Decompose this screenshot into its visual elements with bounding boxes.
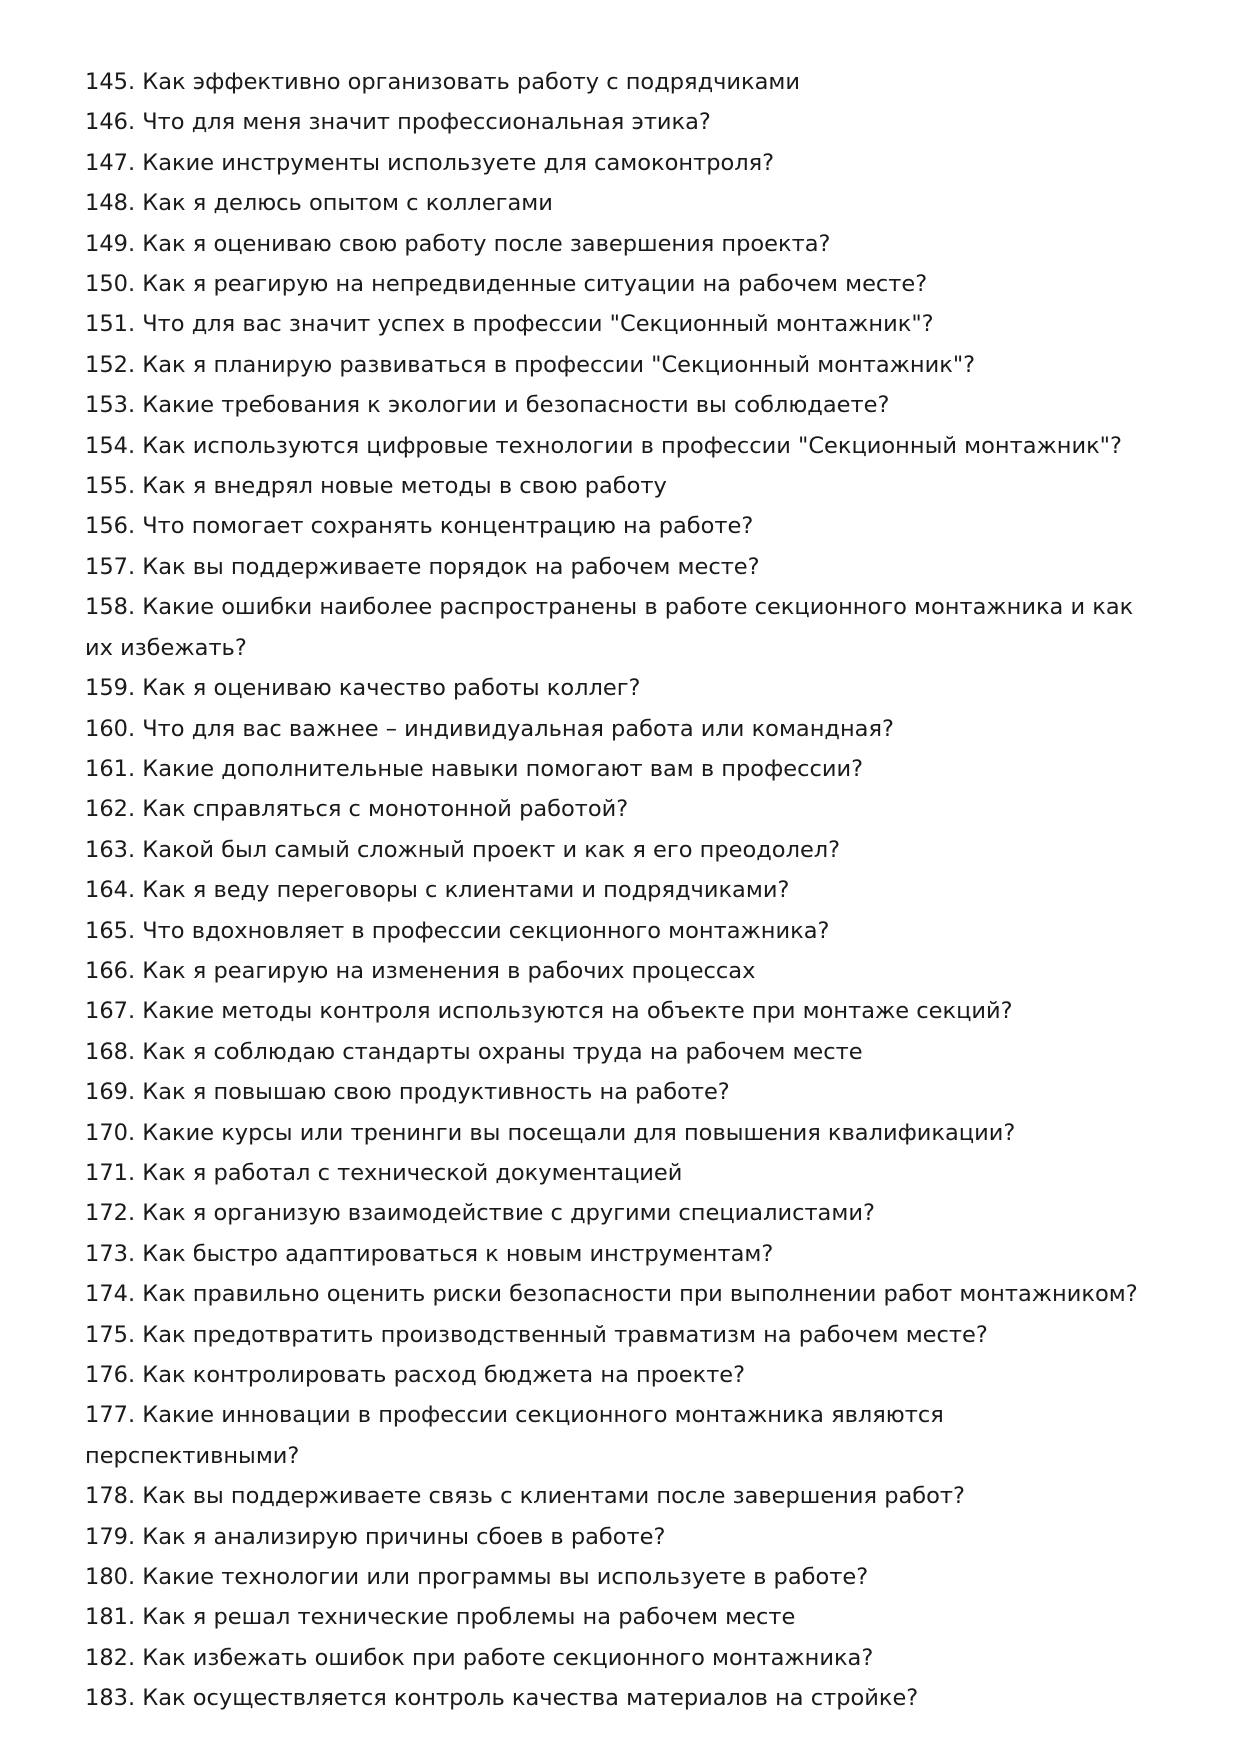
list-item: 147. Какие инструменты используете для самоконтроля?	[85, 149, 775, 176]
list-item: 166. Как я реагирую на изменения в рабочих процессах	[85, 957, 756, 984]
list-item: 172. Как я организую взаимодействие с другими специалистами?	[85, 1200, 875, 1227]
list-item: 164. Как я веду переговоры с клиентами и подрядчиками?	[85, 877, 790, 904]
list-item: 160. Что для вас важнее – индивидуальная работа или командная?	[85, 715, 894, 742]
list-item: 171. Как я работал с технической документацией	[85, 1159, 683, 1186]
list-item: 169. Как я повышаю свою продуктивность на работе?	[85, 1079, 730, 1106]
list-item: 155. Как я внедрял новые методы в свою работу	[85, 473, 667, 500]
list-item: 168. Как я соблюдаю стандарты охраны труда на рабочем месте	[85, 1038, 863, 1065]
list-item: 156. Что помогает сохранять концентрацию на работе?	[85, 513, 754, 540]
list-item: 163. Какой был самый сложный проект и как я его преодолел?	[85, 836, 841, 863]
list-item: 170. Какие курсы или тренинги вы посещали для повышения квалификации?	[85, 1119, 1016, 1146]
list-item: 162. Как справляться с монотонной работой?	[85, 796, 629, 823]
list-item: 173. Как быстро адаптироваться к новым инструментам?	[85, 1240, 774, 1267]
list-item: 181. Как я решал технические проблемы на рабочем месте	[85, 1604, 796, 1631]
list-item: 179. Как я анализирую причины сбоев в работе?	[85, 1523, 666, 1550]
list-item: 178. Как вы поддерживаете связь с клиентами после завершения работ?	[85, 1483, 965, 1510]
list-item: 159. Как я оцениваю качество работы коллег?	[85, 675, 641, 702]
list-item: 180. Какие технологии или программы вы используете в работе?	[85, 1564, 869, 1591]
list-item: 146. Что для меня значит профессиональная этика?	[85, 109, 711, 136]
list-item: 149. Как я оцениваю свою работу после завершения проекта?	[85, 230, 831, 257]
list-item: 167. Какие методы контроля используются на объекте при монтаже секций?	[85, 998, 1013, 1025]
list-item: 165. Что вдохновляет в профессии секционного монтажника?	[85, 917, 830, 944]
list-item: 177. Какие инновации в профессии секционного монтажника являются перспективными?	[85, 1402, 944, 1469]
list-item: 158. Какие ошибки наиболее распространены в работе секционного монтажника и как их избежать?	[85, 594, 1134, 661]
list-item: 176. Как контролировать расход бюджета на проекте?	[85, 1362, 746, 1388]
list-item: 152. Как я планирую развиваться в профессии "Секционный монтажник"?	[85, 351, 976, 378]
list-item: 148. Как я делюсь опытом с коллегами	[85, 190, 553, 217]
list-item: 154. Как используются цифровые технологии в профессии "Секционный монтажник"?	[85, 432, 1122, 459]
list-item: 161. Какие дополнительные навыки помогают вам в профессии?	[85, 755, 864, 782]
list-item: 145. Как эффективно организовать работу с подрядчиками	[85, 69, 801, 95]
list-item: 183. Как осуществляется контроль качества материалов на стройке?	[85, 1685, 919, 1712]
list-item: 153. Какие требования к экологии и безопасности вы соблюдаете?	[85, 392, 890, 419]
list-item: 182. Как избежать ошибок при работе секционного монтажника?	[85, 1644, 874, 1671]
list-item: 150. Как я реагирую на непредвиденные ситуации на рабочем месте?	[85, 271, 928, 298]
list-item: 157. Как вы поддерживаете порядок на рабочем месте?	[85, 553, 760, 580]
list-item: 174. Как правильно оценить риски безопасности при выполнении работ монтажником?	[85, 1281, 1138, 1308]
list-item: 175. Как предотвратить производственный травматизм на рабочем месте?	[85, 1321, 988, 1348]
question-list	[85, 62, 1165, 1719]
list-item: 151. Что для вас значит успех в профессии "Секционный монтажник"?	[85, 311, 934, 338]
